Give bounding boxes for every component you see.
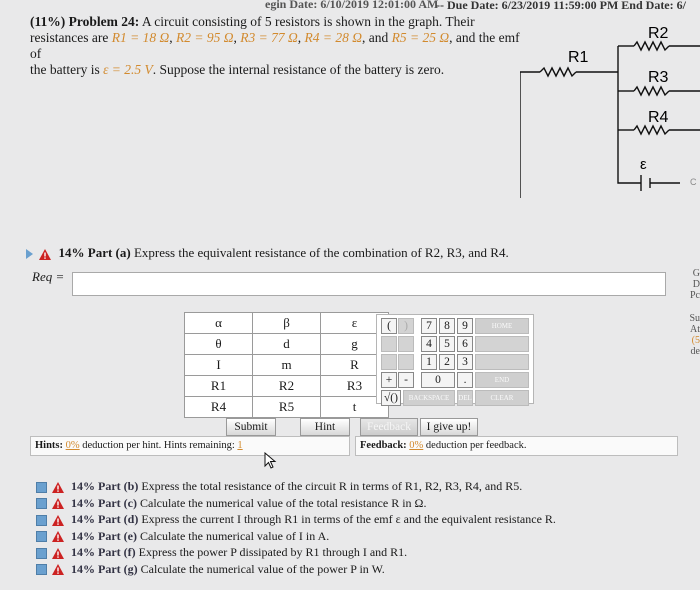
completed-check-icon bbox=[36, 548, 47, 559]
circuit-diagram bbox=[520, 18, 700, 198]
var-key[interactable]: g bbox=[321, 334, 389, 355]
key-7[interactable]: 7 bbox=[421, 318, 437, 334]
part-label: 14% Part (f) bbox=[71, 545, 136, 559]
feedback-button[interactable]: Feedback bbox=[360, 418, 418, 436]
var-key[interactable]: R bbox=[321, 355, 389, 376]
key-8[interactable]: 8 bbox=[439, 318, 455, 334]
part-text: Calculate the numerical value of I in A. bbox=[139, 528, 330, 543]
key-blank bbox=[475, 336, 529, 352]
var-key[interactable]: θ bbox=[185, 334, 253, 355]
due-date-text: -- Due Date: 6/23/2019 11:59:00 PM End Date: 6/ bbox=[436, 0, 686, 12]
sidebar-frag: Su bbox=[689, 313, 700, 324]
req-label: Req = bbox=[32, 269, 65, 284]
hints-text: deduction per hint. Hints remaining: bbox=[82, 440, 235, 451]
give-up-button[interactable]: I give up! bbox=[420, 418, 478, 436]
key-2[interactable]: 2 bbox=[439, 354, 455, 370]
completed-check-icon bbox=[36, 515, 47, 526]
sidebar-frag: D bbox=[692, 279, 700, 290]
part-text: Express the total resistance of the circuit R in terms of R1, R2, R3, R4, and R5. bbox=[141, 479, 523, 493]
var-key[interactable]: R3 bbox=[321, 376, 389, 397]
part-row[interactable] bbox=[36, 511, 556, 528]
feedback-text: deduction per feedback. bbox=[425, 440, 527, 451]
part-a-label: 14% Part (a) bbox=[58, 245, 131, 260]
key-9[interactable]: 9 bbox=[457, 318, 473, 334]
sidebar-frag: Pc bbox=[690, 290, 700, 301]
hints-remaining: 1 bbox=[237, 440, 243, 451]
hint-button[interactable]: Hint bbox=[300, 418, 350, 436]
part-a-header[interactable] bbox=[26, 245, 509, 261]
variables-table bbox=[184, 312, 389, 418]
var-key[interactable]: R2 bbox=[253, 376, 321, 397]
r4-value: R4 = 28 Ω bbox=[304, 30, 362, 45]
sidebar-frag: G bbox=[692, 268, 700, 279]
warning-icon bbox=[52, 515, 64, 526]
key-open-paren[interactable]: ( bbox=[381, 318, 397, 334]
problem-intro: A circuit consisting of 5 resistors is shown in the graph. Their bbox=[141, 14, 475, 29]
sidebar-frag: de bbox=[690, 346, 700, 357]
resistances-prefix: resistances are bbox=[30, 30, 112, 45]
key-blank bbox=[475, 354, 529, 370]
right-sidebar-fragment bbox=[686, 268, 700, 357]
emf-label: ε bbox=[640, 156, 647, 173]
var-key[interactable]: R1 bbox=[185, 376, 253, 397]
r2-label: R2 bbox=[648, 25, 669, 42]
sidebar-frag: (5 bbox=[691, 335, 700, 346]
warning-icon bbox=[39, 249, 51, 260]
problem-statement: (11%) Problem 24: A circuit consisting of 5 resistors is shown in the graph. Their resistances are R1 = 18 Ω, R2 = 95 Ω, R3 = 77 Ω, R4 = 28 Ω, and R5 = 25 Ω, and the emf of the battery is ε = 2.5 V. Suppose the internal resistance of the battery is zero. bbox=[30, 14, 520, 77]
r1-label: R1 bbox=[568, 49, 589, 66]
var-key[interactable]: ε bbox=[321, 313, 389, 334]
key-1[interactable]: 1 bbox=[421, 354, 437, 370]
part-label: 14% Part (b) bbox=[71, 479, 139, 493]
sidebar-frag: At bbox=[690, 324, 700, 335]
resistor-r4-zigzag bbox=[634, 126, 669, 134]
line3-suffix: . Suppose the internal resistance of the battery is zero. bbox=[152, 62, 445, 77]
r4-label: R4 bbox=[648, 109, 669, 126]
key-clear[interactable]: CLEAR bbox=[475, 390, 529, 406]
warning-icon bbox=[52, 498, 64, 509]
part-row[interactable] bbox=[36, 528, 556, 545]
completed-check-icon bbox=[36, 498, 47, 509]
warning-icon bbox=[52, 531, 64, 542]
part-text: Express the current I through R1 in terms of the emf ε and the equivalent resistance R. bbox=[141, 512, 556, 526]
part-row[interactable] bbox=[36, 544, 556, 561]
key-minus[interactable]: - bbox=[398, 372, 414, 388]
begin-date-fragment: egin Date: 6/10/2019 12:01:00 AM bbox=[265, 0, 439, 11]
hints-pct: 0% bbox=[65, 440, 80, 451]
edge-label: C bbox=[690, 177, 697, 187]
key-0[interactable]: 0 bbox=[421, 372, 455, 388]
resistor-r1-zigzag bbox=[540, 68, 576, 76]
feedback-pct: 0% bbox=[409, 440, 424, 451]
key-3[interactable]: 3 bbox=[457, 354, 473, 370]
part-label: 14% Part (d) bbox=[71, 512, 139, 526]
key-del[interactable]: DEL bbox=[457, 390, 473, 406]
part-text: Calculate the numerical value of the total resistance R in Ω. bbox=[139, 495, 427, 510]
key-blank bbox=[398, 336, 414, 352]
var-key[interactable]: β bbox=[253, 313, 321, 334]
var-key[interactable]: R5 bbox=[253, 397, 321, 418]
resistor-r2-zigzag bbox=[634, 42, 669, 50]
part-label: 14% Part (c) bbox=[71, 495, 137, 510]
part-text: Calculate the numerical value of the power P in W. bbox=[140, 561, 385, 576]
part-label: 14% Part (g) bbox=[71, 561, 138, 576]
calculator-keypad bbox=[376, 314, 534, 404]
key-dot[interactable]: . bbox=[457, 372, 473, 388]
completed-check-icon bbox=[36, 531, 47, 542]
due-date-bar bbox=[0, 0, 700, 14]
part-label: 14% Part (e) bbox=[71, 528, 137, 543]
wire-battery-left bbox=[618, 130, 641, 183]
emf-value: ε = 2.5 V bbox=[103, 62, 153, 77]
var-key[interactable]: I bbox=[185, 355, 253, 376]
other-parts-list bbox=[36, 478, 556, 577]
key-blank bbox=[381, 354, 397, 370]
key-close-paren[interactable]: ) bbox=[398, 318, 414, 334]
var-key[interactable]: R4 bbox=[185, 397, 253, 418]
feedback-label: Feedback: bbox=[360, 440, 407, 451]
warning-icon bbox=[52, 564, 64, 575]
var-key[interactable]: α bbox=[185, 313, 253, 334]
warning-icon bbox=[52, 548, 64, 559]
warning-icon bbox=[52, 482, 64, 493]
key-plus[interactable]: + bbox=[381, 372, 397, 388]
r2-value: R2 = 95 Ω bbox=[175, 30, 234, 45]
expand-triangle-icon[interactable] bbox=[26, 249, 33, 259]
key-blank bbox=[381, 336, 397, 352]
part-row[interactable] bbox=[36, 561, 556, 578]
key-home[interactable]: HOME bbox=[475, 318, 529, 334]
key-blank bbox=[398, 354, 414, 370]
completed-check-icon bbox=[36, 482, 47, 493]
part-text: Express the power P dissipated by R1 through I and R1. bbox=[138, 545, 408, 559]
var-key[interactable]: d bbox=[253, 334, 321, 355]
line3-prefix: the battery is bbox=[30, 62, 104, 77]
part-a-text: Express the equivalent resistance of the combination of R2, R3, and R4. bbox=[133, 245, 509, 260]
answer-input[interactable] bbox=[72, 272, 666, 296]
feedback-info bbox=[355, 436, 678, 456]
mouse-cursor-icon bbox=[264, 452, 278, 470]
part-row[interactable] bbox=[36, 495, 556, 512]
r3-label: R3 bbox=[648, 69, 669, 86]
hints-info bbox=[30, 436, 350, 456]
r3-value: R3 = 77 Ω bbox=[240, 30, 298, 45]
key-sqrt[interactable]: √() bbox=[381, 390, 401, 406]
key-end[interactable]: END bbox=[475, 372, 529, 388]
key-backspace[interactable]: BACKSPACE bbox=[403, 390, 455, 406]
r5-value: R5 = 25 Ω bbox=[391, 30, 450, 45]
part-row[interactable] bbox=[36, 478, 556, 495]
completed-check-icon bbox=[36, 564, 47, 575]
hints-label: Hints: bbox=[35, 440, 64, 451]
var-key[interactable]: m bbox=[253, 355, 321, 376]
r1-value: R1 = 18 Ω bbox=[111, 30, 170, 45]
submit-button[interactable]: Submit bbox=[226, 418, 276, 436]
key-4[interactable]: 4 bbox=[421, 336, 437, 352]
problem-number: (11%) Problem 24: bbox=[30, 14, 140, 29]
key-5[interactable]: 5 bbox=[439, 336, 455, 352]
resistor-r3-zigzag bbox=[634, 87, 669, 95]
key-6[interactable]: 6 bbox=[457, 336, 473, 352]
var-key[interactable]: t bbox=[321, 397, 389, 418]
emf-text: , and the emf of bbox=[30, 30, 520, 61]
